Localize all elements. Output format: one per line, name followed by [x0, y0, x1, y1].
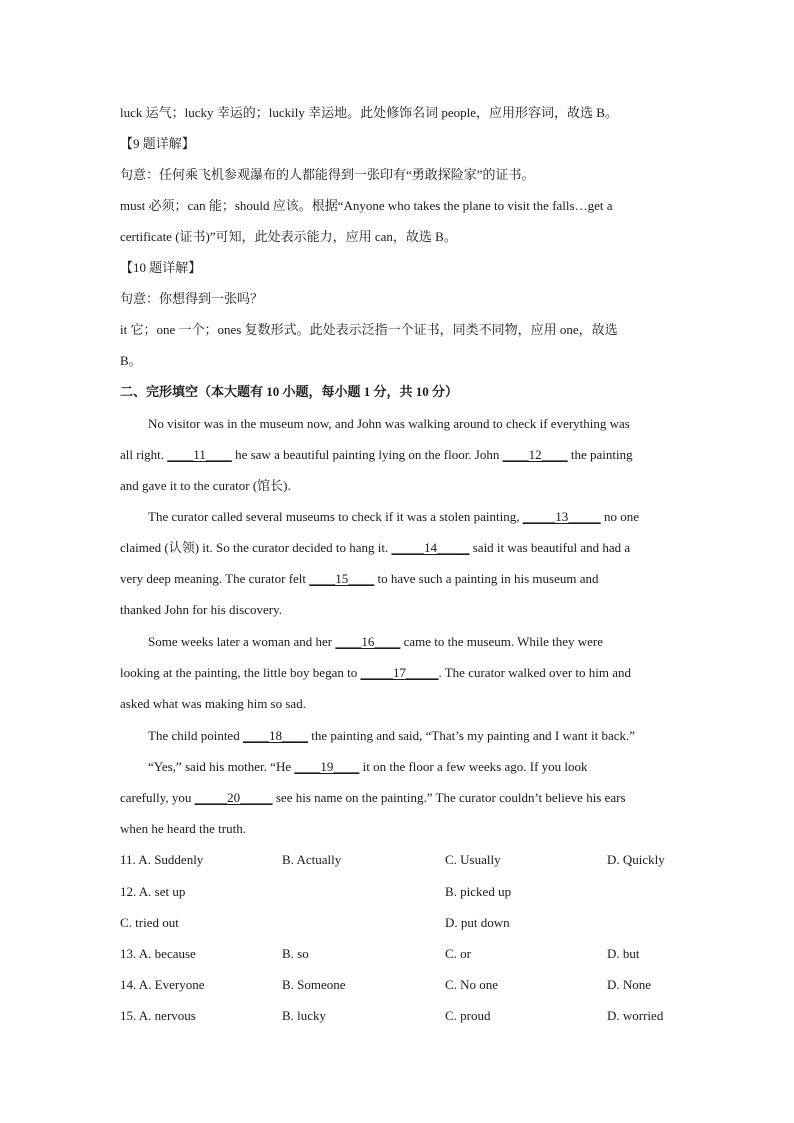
text-run: looking at the painting, the little boy began to — [120, 665, 361, 680]
q13-option-c: C. or — [445, 946, 471, 961]
text-run: he saw a beautiful painting lying on the floor. John — [231, 447, 503, 462]
q15-option-a: 15. A. nervous — [120, 1008, 196, 1023]
q13-option-d: D. but — [607, 946, 640, 961]
q9-explanation-line-2: certificate (证书)”可知，此处表示能力，应用 can，故选 B。 — [120, 229, 457, 244]
text-run: The curator called several museums to check if it was a stolen painting, — [148, 509, 523, 524]
q10-header: 【10 题详解】 — [120, 260, 202, 275]
q14-option-a: 14. A. Everyone — [120, 977, 205, 992]
blank-18: ____18____ — [242, 728, 308, 743]
text-run: the painting — [567, 447, 633, 462]
q12-option-d: D. put down — [445, 915, 510, 930]
q9-header: 【9 题详解】 — [120, 136, 195, 151]
passage-p2-line-4: thanked John for his discovery. — [120, 602, 282, 617]
blank-13: _____13_____ — [522, 509, 601, 524]
text-run: carefully, you — [120, 790, 195, 805]
q14-option-d: D. None — [607, 977, 652, 992]
passage-p3-line-2 — [120, 664, 674, 682]
passage-p1-line-2 — [120, 446, 674, 464]
text-run: very deep meaning. The curator felt — [120, 571, 310, 586]
blank-17: _____17_____ — [360, 665, 439, 680]
q10-explanation-line-2: B。 — [120, 353, 142, 368]
q11-option-a: 11. A. Suddenly — [120, 852, 204, 867]
text-run: Some weeks later a woman and her — [148, 634, 336, 649]
text-run: all right. — [120, 447, 168, 462]
blank-19: ____19____ — [294, 759, 360, 774]
passage-p5-line-3: when he heard the truth. — [120, 821, 246, 836]
passage-p4-line-1 — [148, 727, 674, 745]
q8-explanation-tail: luck 运气；lucky 幸运的；luckily 幸运地。此处修饰名词 people，应用形容词，故选 B。 — [120, 105, 618, 120]
passage-p3-line-3: asked what was making him so sad. — [120, 696, 306, 711]
passage-p5-line-1 — [148, 758, 674, 776]
q15-option-c: C. proud — [445, 1008, 491, 1023]
text-run: see his name on the painting.” The curator couldn’t believe his ears — [272, 790, 626, 805]
text-run: said it was beautiful and had a — [469, 540, 631, 555]
q11-option-d: D. Quickly — [607, 852, 665, 867]
passage-p2-line-2 — [120, 539, 674, 557]
section-title-cloze: 二、完形填空（本大题有 10 小题，每小题 1 分，共 10 分） — [120, 384, 459, 399]
passage-p5-line-2 — [120, 789, 674, 807]
text-run: “Yes,” said his mother. “He — [148, 759, 295, 774]
q12-option-b: B. picked up — [445, 884, 512, 899]
text-run: to have such a painting in his museum and — [374, 571, 599, 586]
passage-p2-line-1 — [148, 508, 674, 526]
q12-option-c: C. tried out — [120, 915, 179, 930]
blank-11: ____11____ — [167, 447, 232, 462]
blank-12: ____12____ — [502, 447, 568, 462]
text-run: no one — [600, 509, 639, 524]
blank-20: _____20_____ — [194, 790, 273, 805]
text-run: came to the museum. While they were — [400, 634, 603, 649]
q12-option-a: 12. A. set up — [120, 884, 186, 899]
blank-16: ____16____ — [335, 634, 401, 649]
q11-option-c: C. Usually — [445, 852, 501, 867]
passage-p3-line-1 — [148, 633, 674, 651]
text-run: . The curator walked over to him and — [438, 665, 631, 680]
q14-option-b: B. Someone — [282, 977, 346, 992]
q13-option-b: B. so — [282, 946, 309, 961]
q10-meaning: 句意：你想得到一张吗？ — [120, 291, 264, 306]
q15-option-b: B. lucky — [282, 1008, 327, 1023]
q9-explanation-line-1: must 必须；can 能；should 应该。根据“Anyone who takes the plane to visit the falls…get a — [120, 198, 613, 213]
text-run: claimed (认领) it. So the curator decided to hang it. — [120, 540, 392, 555]
text-run: the painting and said, “That’s my painting and I want it back.” — [307, 728, 636, 743]
q9-meaning: 句意：任何乘飞机参观瀑布的人都能得到一张印有“勇敢探险家”的证书。 — [120, 167, 535, 182]
passage-p2-line-3 — [120, 570, 674, 588]
q14-option-c: C. No one — [445, 977, 499, 992]
passage-p1-line-1: No visitor was in the museum now, and John was walking around to check if everything was — [148, 416, 630, 431]
q10-explanation-line-1: it 它；one 一个；ones 复数形式。此处表示泛指一个证书，同类不同物，应用 one，故选 — [120, 322, 618, 337]
q15-option-d: D. worried — [607, 1008, 664, 1023]
passage-p1-line-3: and gave it to the curator (馆长). — [120, 478, 291, 493]
text-run: The child pointed — [148, 728, 243, 743]
text-run: it on the floor a few weeks ago. If you look — [359, 759, 588, 774]
blank-15: ____15____ — [309, 571, 375, 586]
blank-14: _____14_____ — [391, 540, 470, 555]
q13-option-a: 13. A. because — [120, 946, 196, 961]
q11-option-b: B. Actually — [282, 852, 342, 867]
